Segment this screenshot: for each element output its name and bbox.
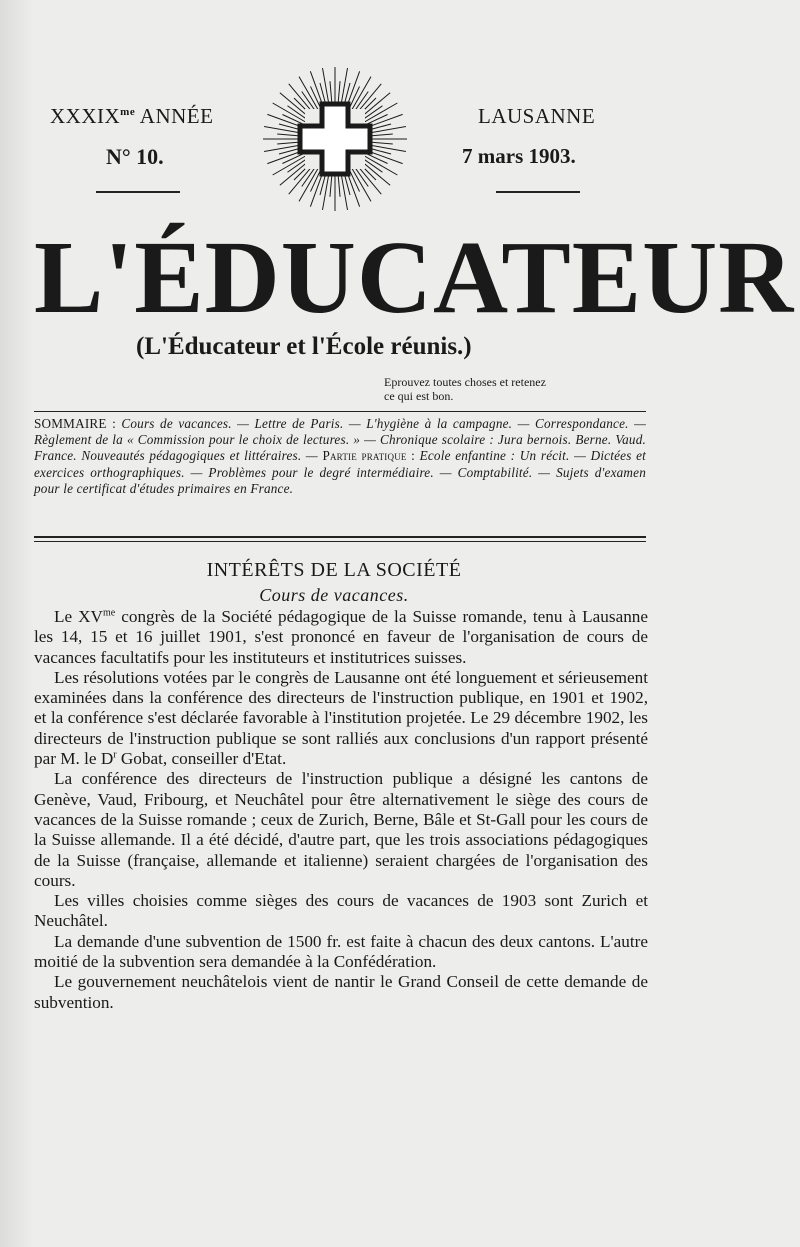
paragraph: La conférence des directeurs de l'instruction publique a désigné les cantons de Genève, Vaud, Fribourg, et Neuchâtel pour être alternativement le siège des cours de vacances de la Suisse romande ; ceux de Zurich, Berne, Bâle et St-Gall pour les cours de la Suisse allemande. Il a été décidé, d'autre part, que les trois associations pédagogiques de la Suisse (française, allemande et italienne) seraient chargées de l'organisation des cours.	[34, 769, 648, 890]
emblem-ray	[273, 103, 309, 124]
emblem-ray	[361, 103, 397, 124]
header-rule-right	[496, 191, 580, 193]
article-title: INTÉRÊTS DE LA SOCIÉTÉ	[206, 559, 462, 581]
article-body	[34, 607, 648, 1013]
emblem-ray	[273, 154, 309, 175]
paragraph: Les villes choisies comme sièges des cours de vacances de 1903 sont Zurich et Neuchâtel.	[34, 891, 648, 931]
partie-pratique-items: Ecole enfantine : Un récit. — Dictées et exercices orthographiques. — Problèmes pour le degré intermédiaire. — Comptabilité. — Sujets d'examen pour le certificat d'études primaires en France.	[34, 448, 647, 496]
motto-line: Eprouvez toutes choses et retenez	[384, 375, 546, 389]
header-city: LAUSANNE	[478, 104, 596, 128]
article-subtitle: Cours de vacances.	[259, 585, 409, 605]
page-edge-shadow	[0, 0, 34, 1247]
motto	[384, 375, 646, 403]
sommaire-rule-bottom-2	[34, 541, 646, 542]
paragraph: Les résolutions votées par le congrès de Lausanne ont été longuement et sérieusement examinées dans la conférence des directeurs de l'instruction publique, en 1901 et 1902, et la conférence s'est déclarée favorable à l'institution projetée. Le 29 décembre 1902, les directeurs de l'instruction publique se sont ralliés aux conclusions d'un rapport présenté par M. le $D^r$ Gobat, conseiller d'Etat.	[34, 667, 648, 769]
paragraph: La demande d'une subvention de 1500 fr. est faite à chacun des deux cantons. L'autre moitié de la subvention sera demandée à la Confédération.	[34, 931, 648, 972]
motto-line: ce qui est bon.	[384, 389, 454, 403]
masthead-title: L'ÉDUCATEUR	[34, 220, 795, 335]
header-rule-left	[96, 191, 180, 193]
sommaire-items: Cours de vacances. — Lettre de Paris. — L'hygiène à la campagne. — Correspondance. — Règlement de la « Commission pour le choix de lectures. » — Chronique scolaire : Jura bernois. Berne. Vaud. France. Nouveautés pédagogiques et littéraires. —	[34, 416, 646, 464]
emblem-ray	[299, 165, 320, 201]
header-year: $XXXIX^{me}$ ANNÉE	[50, 104, 214, 128]
paragraph: Le $XV^{me}$ congrès de la Société pédagogique de la Suisse romande, tenu à Lausanne les 14, 15 et 16 juillet 1901, s'est prononcé en faveur de l'organisation de cours de vacances facultatifs pour les instituteurs et institutrices suisses.	[34, 607, 649, 667]
sommaire	[34, 416, 646, 497]
header-issue-number: N° 10.	[106, 144, 164, 169]
sommaire-label: SOMMAIRE :	[34, 416, 116, 431]
masthead-subtitle: (L'Éducateur et l'École réunis.)	[136, 333, 472, 360]
emblem-ray	[350, 165, 371, 201]
emblem-ray	[350, 77, 371, 113]
partie-pratique-label: Partie pratique :	[322, 448, 416, 464]
swiss-cross-emblem-icon	[262, 66, 408, 212]
header-date: 7 mars 1903.	[462, 144, 576, 168]
sommaire-rule-bottom-1	[34, 536, 646, 538]
emblem-ray	[361, 154, 397, 175]
sommaire-rule-top	[34, 411, 646, 412]
paragraph: Le gouvernement neuchâtelois vient de nantir le Grand Conseil de cette demande de subvention.	[34, 972, 648, 1012]
emblem-ray	[299, 77, 320, 113]
